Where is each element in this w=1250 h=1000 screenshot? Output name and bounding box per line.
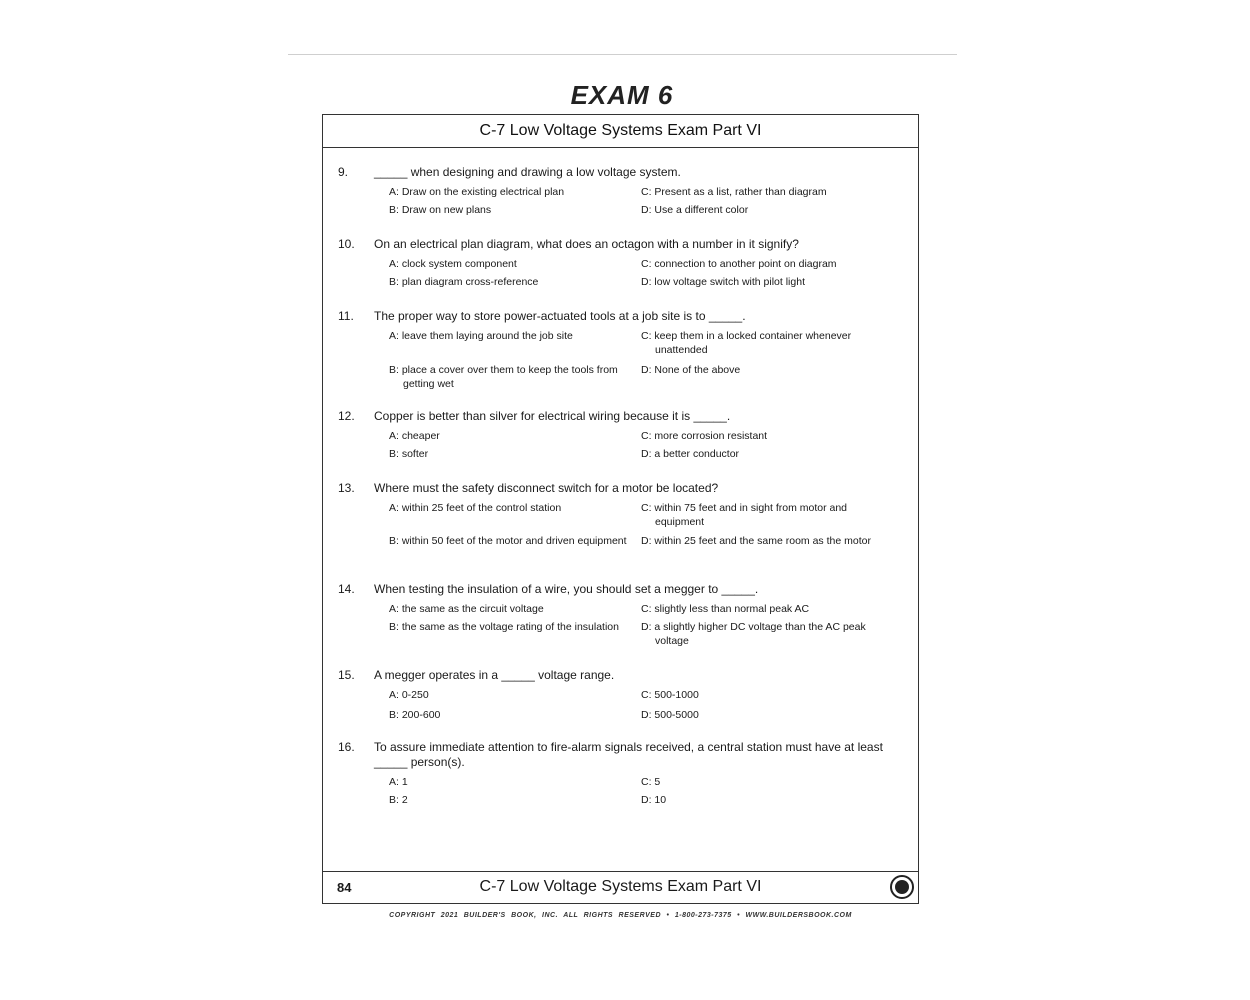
option-b: B: 200-600 (389, 709, 441, 721)
question-number: 14. (338, 582, 355, 596)
question-14 (338, 582, 903, 652)
question-9 (338, 165, 903, 221)
option-a: A: 1 (389, 776, 408, 788)
footer-title: C-7 Low Voltage Systems Exam Part VI (479, 878, 762, 895)
option-c: C: 5 (641, 776, 661, 788)
option-b: B: softer (389, 448, 429, 460)
option-c: C: keep them in a locked container whenever unattended (641, 330, 852, 356)
question-text: On an electrical plan diagram, what does an octagon with a number in it signify? (374, 237, 799, 251)
option-c: C: 500-1000 (641, 689, 699, 701)
option-d: D: low voltage switch with pilot light (641, 276, 805, 288)
question-10 (338, 237, 903, 293)
page-header: C-7 Low Voltage Systems Exam Part VI (323, 115, 918, 148)
question-16 (338, 740, 903, 811)
option-b: B: plan diagram cross-reference (389, 276, 539, 288)
option-c: C: more corrosion resistant (641, 430, 768, 442)
page-number: 84 (337, 880, 352, 895)
option-c: C: Present as a list, rather than diagram (641, 186, 827, 198)
top-divider (288, 54, 957, 55)
question-number: 9. (338, 165, 349, 179)
option-c: C: slightly less than normal peak AC (641, 603, 810, 615)
question-number: 13. (338, 481, 355, 495)
seal-center (895, 880, 909, 894)
option-b: B: place a cover over them to keep the tools from getting wet (389, 364, 618, 390)
option-a: A: 0-250 (389, 689, 429, 701)
question-text: The proper way to store power-actuated tools at a job site is to _____. (374, 309, 746, 323)
builders-book-seal-icon (890, 875, 914, 899)
question-text: To assure immediate attention to fire-alarm signals received, a central station must have at least _____ person(s). (374, 740, 883, 769)
question-number: 15. (338, 668, 355, 682)
question-13 (338, 481, 903, 552)
option-a: A: within 25 feet of the control station (389, 502, 562, 514)
option-b: B: within 50 feet of the motor and driven equipment (389, 535, 627, 547)
option-b: B: the same as the voltage rating of the insulation (389, 621, 619, 633)
option-a: A: cheaper (389, 430, 440, 442)
question-number: 16. (338, 740, 355, 754)
question-text: _____ when designing and drawing a low voltage system. (374, 165, 681, 179)
exam-page-frame (322, 114, 919, 904)
option-d: D: a slightly higher DC voltage than the AC peak voltage (641, 621, 866, 647)
question-12 (338, 409, 903, 465)
option-a: A: clock system component (389, 258, 517, 270)
question-number: 11. (338, 309, 354, 323)
question-text: A megger operates in a _____ voltage range. (374, 668, 615, 682)
option-d: D: Use a different color (641, 204, 749, 216)
copyright-notice: COPYRIGHT 2021 BUILDER'S BOOK, INC. ALL RIGHTS RESERVED • 1-800-273-7375 • WWW.BUILDERSBOOK.COM (389, 912, 852, 919)
option-b: B: Draw on new plans (389, 204, 492, 216)
question-number: 12. (338, 409, 355, 423)
option-d: D: 10 (641, 794, 667, 806)
option-c: C: within 75 feet and in sight from motor and equipment (641, 502, 848, 528)
option-d: D: within 25 feet and the same room as the motor (641, 535, 871, 547)
option-c: C: connection to another point on diagram (641, 258, 837, 270)
question-15 (338, 668, 903, 726)
option-b: B: 2 (389, 794, 408, 806)
question-number: 10. (338, 237, 355, 251)
exam-title: EXAM 6 (570, 80, 674, 110)
page-footer (323, 871, 918, 903)
option-a: A: the same as the circuit voltage (389, 603, 544, 615)
option-d: D: None of the above (641, 364, 741, 376)
question-text: When testing the insulation of a wire, you should set a megger to _____. (374, 582, 759, 596)
option-a: A: leave them laying around the job site (389, 330, 573, 342)
question-11 (338, 309, 903, 395)
question-text: Copper is better than silver for electrical wiring because it is _____. (374, 409, 731, 423)
option-d: D: 500-5000 (641, 709, 699, 721)
question-text: Where must the safety disconnect switch for a motor be located? (374, 481, 719, 495)
option-d: D: a better conductor (641, 448, 740, 460)
option-a: A: Draw on the existing electrical plan (389, 186, 565, 198)
